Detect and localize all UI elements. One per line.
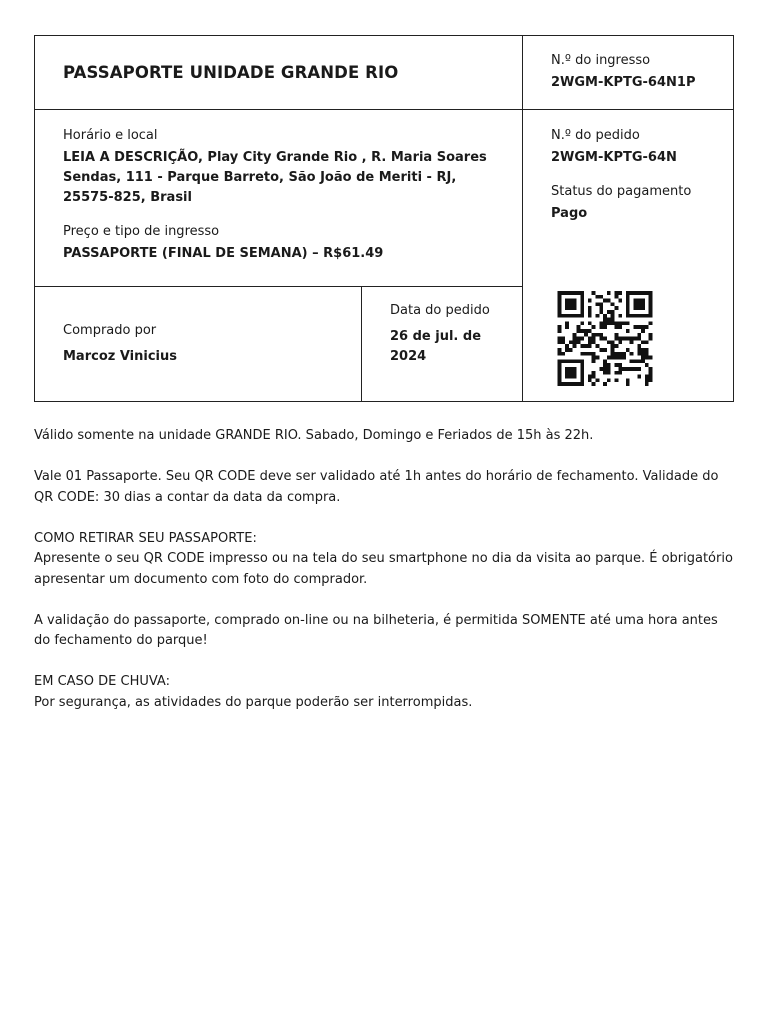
ticket-number-block — [551, 51, 726, 93]
vertical-divider — [522, 36, 523, 401]
horizontal-divider — [35, 286, 522, 287]
buyer-name: Marcoz Vinicius — [63, 349, 178, 364]
ticket-description — [34, 426, 734, 734]
order-date: 26 de jul. de 2024 — [390, 329, 482, 364]
buyer-block — [63, 321, 353, 367]
order-block — [551, 126, 726, 224]
time-place-label: Horário e local — [63, 128, 158, 143]
ticket-card — [34, 35, 734, 402]
order-number-label: N.º do pedido — [551, 128, 640, 143]
order-date-block — [390, 301, 500, 367]
horizontal-divider — [35, 109, 522, 110]
buyer-label: Comprado por — [63, 323, 157, 338]
description-paragraph: EM CASO DE CHUVA: Por segurança, as atividades do parque poderão ser interrompidas. — [34, 674, 473, 710]
ticket-number-label: N.º do ingresso — [551, 53, 651, 68]
description-paragraph: COMO RETIRAR SEU PASSAPORTE: Apresente o seu QR CODE impresso ou na tela do seu smartphone no dia da visita ao parque. É obrigatório apresentar um documento com foto do comprador. — [34, 530, 733, 587]
ticket-title: PASSAPORTE UNIDADE GRANDE RIO — [63, 63, 399, 82]
payment-status: Pago — [551, 206, 588, 221]
description-paragraph: Válido somente na unidade GRANDE RIO. Sabado, Domingo e Feriados de 15h às 22h. — [34, 428, 594, 443]
order-number: 2WGM-KPTG-64N — [551, 150, 677, 165]
qr-code-icon — [555, 291, 655, 386]
payment-status-label: Status do pagamento — [551, 184, 692, 199]
ticket-number: 2WGM-KPTG-64N1P — [551, 75, 696, 90]
price-value: PASSAPORTE (FINAL DE SEMANA) – R$61.49 — [63, 246, 384, 261]
horizontal-divider — [522, 109, 734, 110]
time-place-value: LEIA A DESCRIÇÃO, Play City Grande Rio , R. Maria Soares Sendas, 111 - Parque Barreto, São João de Meriti - RJ, 25575-825, Brasil — [63, 150, 487, 205]
time-place-block — [63, 126, 503, 264]
order-date-label: Data do pedido — [390, 303, 490, 318]
description-paragraph: A validação do passaporte, comprado on-line ou na bilheteria, é permitida SOMENTE até uma hora antes do fechamento do parque! — [34, 612, 718, 648]
vertical-divider — [361, 286, 362, 401]
price-label: Preço e tipo de ingresso — [63, 224, 220, 239]
description-paragraph: Vale 01 Passaporte. Seu QR CODE deve ser validado até 1h antes do horário de fechamento. Validade do QR CODE: 30 dias a contar da data da compra. — [34, 469, 719, 505]
